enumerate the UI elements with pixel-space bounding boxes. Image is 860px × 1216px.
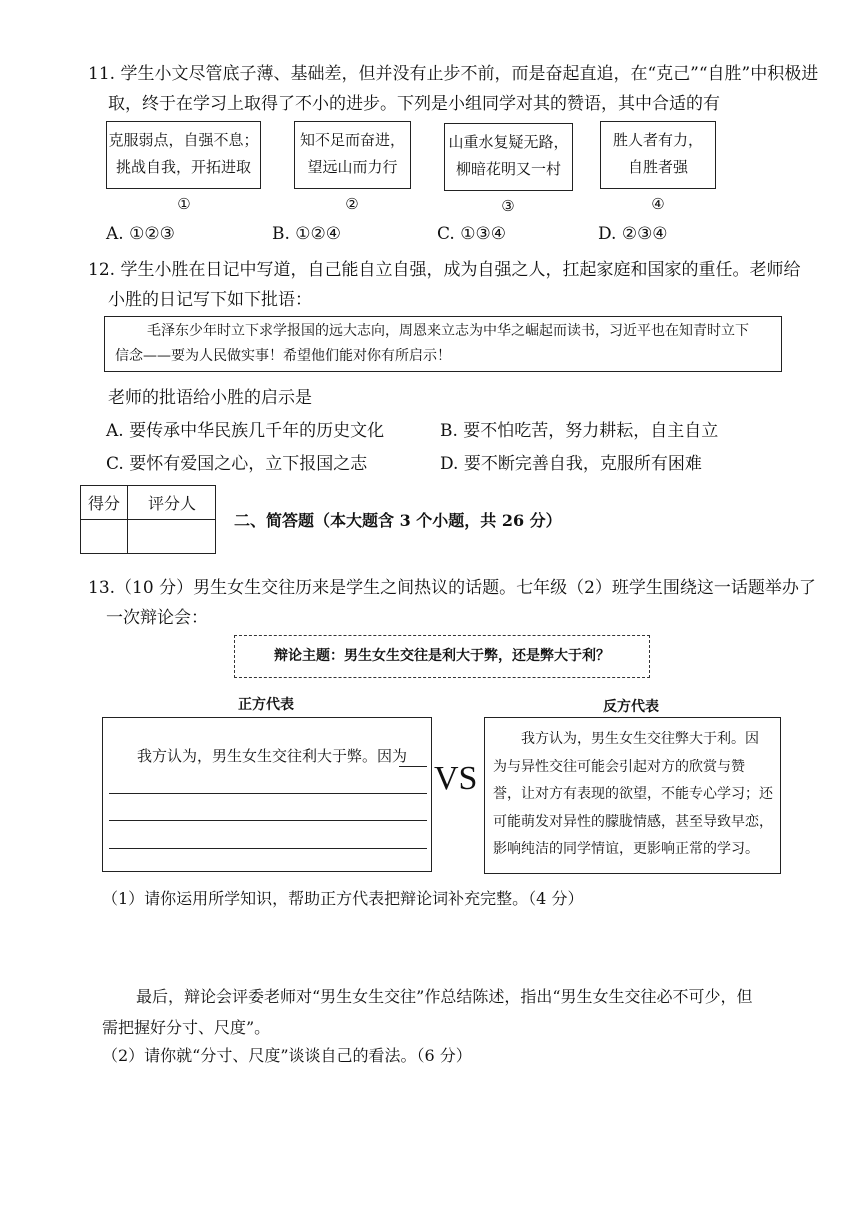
q11-box-4-number: ④ (651, 195, 665, 213)
con-side-label: 反方代表 (603, 699, 659, 715)
pro-argument-text: 我方认为，男生女生交往利大于弊。因为 (137, 747, 408, 765)
q11-box-4-line1: 胜人者有力， (612, 131, 703, 149)
q11-box-3-line1: 山重水复疑无路， (448, 133, 569, 151)
q13-sub2-answer-area[interactable] (102, 1072, 782, 1192)
q11-box-1 (106, 121, 261, 189)
section-2-heading: 二、简答题（本大题含 3 个小题，共 26 分） (234, 511, 562, 530)
versus-label: VS (434, 760, 478, 797)
pro-argument-box (102, 717, 432, 872)
q12-option-d[interactable]: D. 要不断完善自我，克服所有困难 (440, 454, 702, 474)
q12-prompt: 老师的批语给小胜的启示是 (108, 388, 312, 408)
q11-box-2-line2: 望远山而力行 (307, 158, 398, 176)
judge-summary-line1: 最后，辩论会评委老师对“男生女生交往”作总结陈述，指出“男生女生交往必不可少，但 (136, 987, 753, 1006)
q11-box-1-line2: 挑战自我，开拓进取 (115, 158, 251, 176)
q13-stem-line2: 一次辩论会： (106, 608, 208, 628)
q11-box-3-number: ③ (501, 197, 515, 215)
q12-stem-line2: 小胜的日记写下如下批语： (108, 290, 312, 310)
q11-box-2-line1: 知不足而奋进， (299, 131, 405, 149)
con-argument-line-3: 誉，让对方有表现的欲望，不能专心学习；还 (493, 786, 773, 802)
q11-box-2-number: ② (345, 195, 359, 213)
judge-summary-line2: 需把握好分寸、尺度”。 (102, 1018, 271, 1037)
con-argument-box (484, 717, 781, 874)
pro-answer-line-3[interactable] (109, 848, 427, 849)
q11-box-1-number: ① (177, 195, 191, 213)
q13-sub1: （1）请你运用所学知识，帮助正方代表把辩论词补充完整。（4 分） (102, 889, 584, 908)
grader-label: 评分人 (147, 494, 196, 513)
q11-box-3 (444, 123, 573, 191)
con-argument-line-1: 我方认为，男生女生交往弊大于利。因 (521, 731, 759, 747)
q11-option-c[interactable]: C. ①③④ (437, 224, 506, 244)
q11-box-3-line2: 柳暗花明又一村 (455, 160, 561, 178)
debate-topic-box (234, 635, 650, 678)
q12-option-b[interactable]: B. 要不怕吃苦，努力耕耘，自主自立 (440, 421, 719, 441)
q13-stem-line1: 13.（10 分）男生女生交往历来是学生之间热议的话题。七年级（2）班学生围绕这一话题举办了 (88, 578, 816, 598)
con-argument-line-4: 可能萌发对异性的朦胧情感，甚至导致早恋， (493, 813, 773, 830)
score-input[interactable] (83, 522, 125, 550)
q11-box-2 (294, 121, 411, 189)
grader-input[interactable] (131, 522, 213, 550)
q11-option-a[interactable]: A. ①②③ (106, 224, 175, 244)
score-table (80, 485, 216, 554)
con-argument-line-5: 影响纯洁的同学情谊，更影响正常的学习。 (493, 841, 759, 857)
pro-answer-line-2[interactable] (109, 820, 427, 821)
q11-option-d[interactable]: D. ②③④ (598, 224, 668, 244)
q11-box-4 (600, 121, 716, 189)
pro-answer-line-1[interactable] (109, 793, 427, 794)
teacher-comment-line1: 毛泽东少年时立下求学报国的远大志向，周恩来立志为中华之崛起而读书，习近平也在知青时立下 (147, 323, 749, 339)
score-table-divider-h (81, 519, 215, 520)
pro-side-label: 正方代表 (238, 697, 294, 713)
q11-box-1-line1: 克服弱点，自强不息； (108, 131, 259, 149)
q12-stem-line1: 12. 学生小胜在日记中写道，自己能自立自强，成为自强之人，扛起家庭和国家的重任。老师给 (88, 260, 801, 280)
q13-sub1-answer-area[interactable] (102, 912, 782, 972)
q13-sub2: （2）请你就“分寸、尺度”谈谈自己的看法。（6 分） (102, 1046, 472, 1065)
q11-box-4-line2: 自胜者强 (627, 158, 688, 176)
con-argument-line-2: 为与异性交往可能会引起对方的欣赏与赞 (493, 758, 745, 775)
teacher-comment-box (104, 316, 782, 372)
q11-option-b[interactable]: B. ①②④ (272, 224, 342, 244)
q11-stem-line1: 11. 学生小文尽管底子薄、基础差，但并没有止步不前，而是奋起直追，在“克己”“自胜”中积极进 (88, 64, 819, 84)
pro-answer-blank-inline[interactable] (399, 766, 427, 767)
q12-option-a[interactable]: A. 要传承中华民族几千年的历史文化 (106, 421, 385, 441)
q12-option-c[interactable]: C. 要怀有爱国之心，立下报国之志 (106, 454, 368, 474)
score-label: 得分 (87, 494, 120, 513)
debate-topic: 辩论主题：男生女生交往是利大于弊，还是弊大于利？ (274, 648, 610, 664)
teacher-comment-line2: 信念——要为人民做实事！希望他们能对你有所启示！ (115, 348, 451, 364)
q11-stem-line2: 取，终于在学习上取得了不小的进步。下列是小组同学对其的赞语，其中合适的有 (108, 94, 720, 114)
